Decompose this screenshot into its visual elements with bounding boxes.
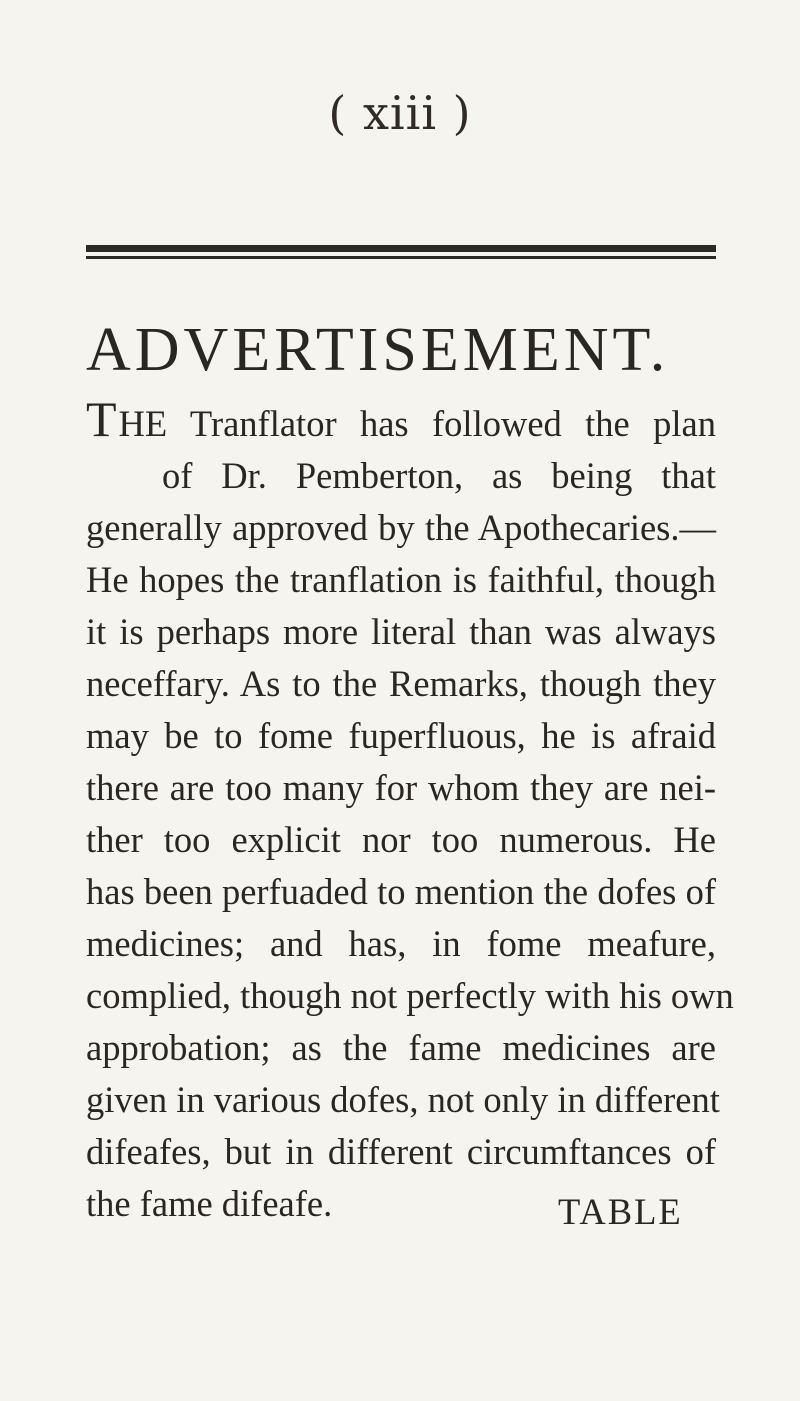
text-line-9: ther too explicit nor too numerous. He: [86, 819, 716, 860]
header-rule-thick: [86, 245, 716, 252]
text-line-3: generally approved by the Apothecaries.—: [86, 507, 716, 548]
text-line-5: it is perhaps more literal than was always: [86, 611, 716, 652]
drop-cap: T: [86, 391, 117, 447]
page-number: ( xiii ): [328, 86, 472, 140]
text-line-7: may be to fome fuperfluous, he is afraid: [86, 715, 716, 756]
text-line-1: [86, 391, 716, 450]
text-line-11: medicines; and has, in fome meafure,: [86, 923, 716, 964]
text-line-8: there are too many for whom they are nei-: [86, 767, 716, 808]
text-line-6: neceffary. As to the Remarks, though they: [86, 663, 716, 704]
catchword: TABLE: [558, 1191, 683, 1232]
text-line-12: complied, though not perfectly with his own: [86, 975, 734, 1016]
text-line-4: He hopes the tranflation is faithful, though: [86, 559, 716, 600]
advertisement-text: [86, 391, 734, 1230]
text-line-2: of Dr. Pemberton, as being that: [162, 455, 716, 496]
page-title: ADVERTISEMENT.: [86, 316, 670, 384]
text-line-13: approbation; as the fame medicines are: [86, 1027, 716, 1068]
text-line-14: given in various dofes, not only in different: [86, 1079, 720, 1120]
text-line-16: the fame difeafe.: [86, 1183, 333, 1224]
text-line-15: difeafes, but in different circumftances of: [86, 1131, 716, 1172]
text-line-10: has been perfuaded to mention the dofes of: [86, 871, 716, 912]
header-rule-thin: [86, 256, 716, 259]
text-line-1-content: HE Tranflator has followed the plan: [118, 403, 716, 444]
